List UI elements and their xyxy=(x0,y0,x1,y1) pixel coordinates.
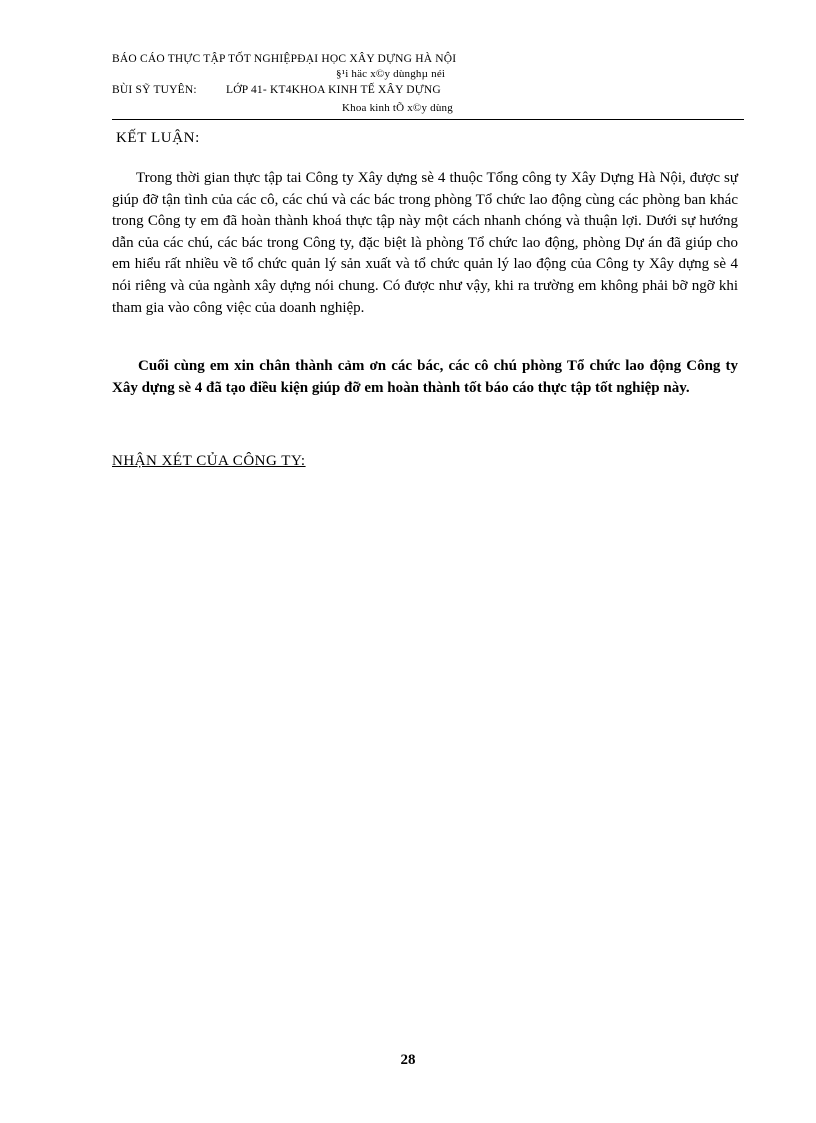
header-divider xyxy=(112,119,744,120)
conclusion-paragraph-2: Cuối cùng em xin chân thành cảm ơn các bác, các cô chú phòng Tổ chức lao động Công ty Xây dựng sè 4 đã tạo điều kiện giúp đỡ em hoàn thành tốt báo cáo thực tập tốt nghiệp này. xyxy=(112,358,738,396)
conclusion-heading: KẾT LUẬN: xyxy=(116,130,200,146)
header-faculty-encoded: Khoa kinh tÕ x©y dùng xyxy=(342,102,453,114)
conclusion-paragraph-1: Trong thời gian thực tập tai Công ty Xây dựng sè 4 thuộc Tổng công ty Xây Dựng Hà Nội, được sự giúp đỡ tận tình của các cô, các chú và các bác trong phòng Tổ chức lao động cùng các phòng ban khác trong Công ty em đã hoàn thành khoá thực tập này một cách nhanh chóng và thuận lợi. Dưới sự hướng dẫn của các chú, các bác trong Công ty, đặc biệt là phòng Tổ chức lao động, phòng Dự án đã giúp cho em hiểu rất nhiều về tổ chức quản lý sản xuất và tổ chức quản lý lao động của Công ty Xây dựng sè 4 nói riêng và của ngành xây dựng nói chung. Có được như vậy, khi ra trường em không phải bỡ ngỡ khi tham gia vào công việc của doanh nghiệp. xyxy=(112,170,738,316)
company-review-heading: NHẬN XÉT CỦA CÔNG TY: xyxy=(112,453,306,469)
header-report-title: BÁO CÁO THỰC TẬP TỐT NGHIỆPĐẠI HỌC XÂY DỰNG HÀ NỘI xyxy=(112,53,457,65)
header-class-faculty: LỚP 41- KT4KHOA KINH TẾ XÂY DỰNG xyxy=(226,84,441,96)
page-number: 28 xyxy=(400,1052,416,1068)
header-student-name: BÙI SỸ TUYÊN: xyxy=(112,84,197,96)
header-university-encoded: §¹i häc x©y dùnghµ néi xyxy=(336,68,446,80)
